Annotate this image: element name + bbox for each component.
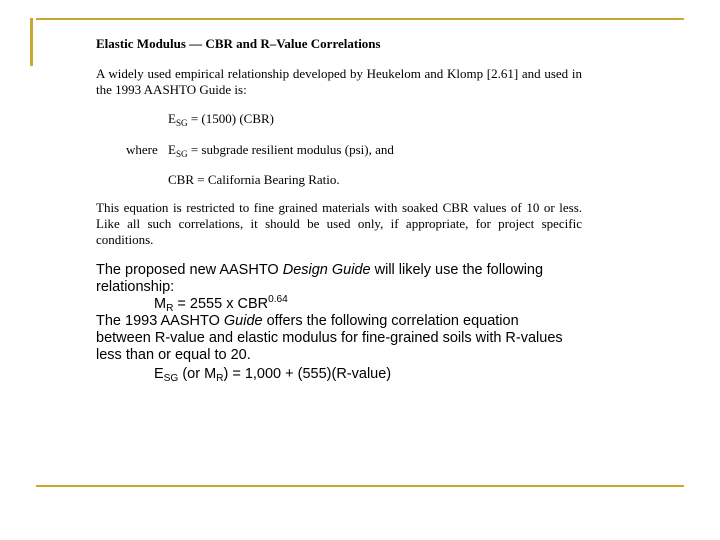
paragraph-restriction: This equation is restricted to fine grained materials with soaked CBR values of 10 or less. Like all such correlations, it should be used only, if appropriate, for project specific conditions. (96, 200, 582, 247)
bottom-rule (36, 485, 684, 487)
section-title: Elastic Modulus — CBR and R–Value Correlations (96, 36, 381, 51)
esg-definition: $E_{SG}$ = subgrade resilient modulus (psi), and (168, 142, 394, 159)
paragraph-heukelom: A widely used empirical relationship developed by Heukelom and Klomp [2.61] and used in the 1993 AASHTO Guide is: (96, 66, 582, 97)
equation-esg-cbr: $E_{SG} = (1500)$ (CBR) (168, 111, 274, 128)
cbr-definition: CBR = California Bearing Ratio. (168, 172, 340, 187)
left-rule (30, 18, 33, 66)
paragraph-design-guide: The proposed new AASHTO Design Guide will likely use the following relationship: (96, 262, 544, 295)
paragraph-r-value: The 1993 AASHTO Guide offers the following correlation equation between R-value and elastic modulus for fine-grained soils with R-values less than or equal to 20. (96, 313, 563, 363)
top-rule (36, 18, 684, 20)
equation-esg-r-value: $E_{SG}$ (or $M_R) = 1,000$ + (555)(R-value) (154, 366, 392, 384)
equation-mr-cbr: $M_R = 2555$ x $CBR^{0.64}$ (154, 294, 288, 314)
where-label: where (126, 142, 158, 157)
